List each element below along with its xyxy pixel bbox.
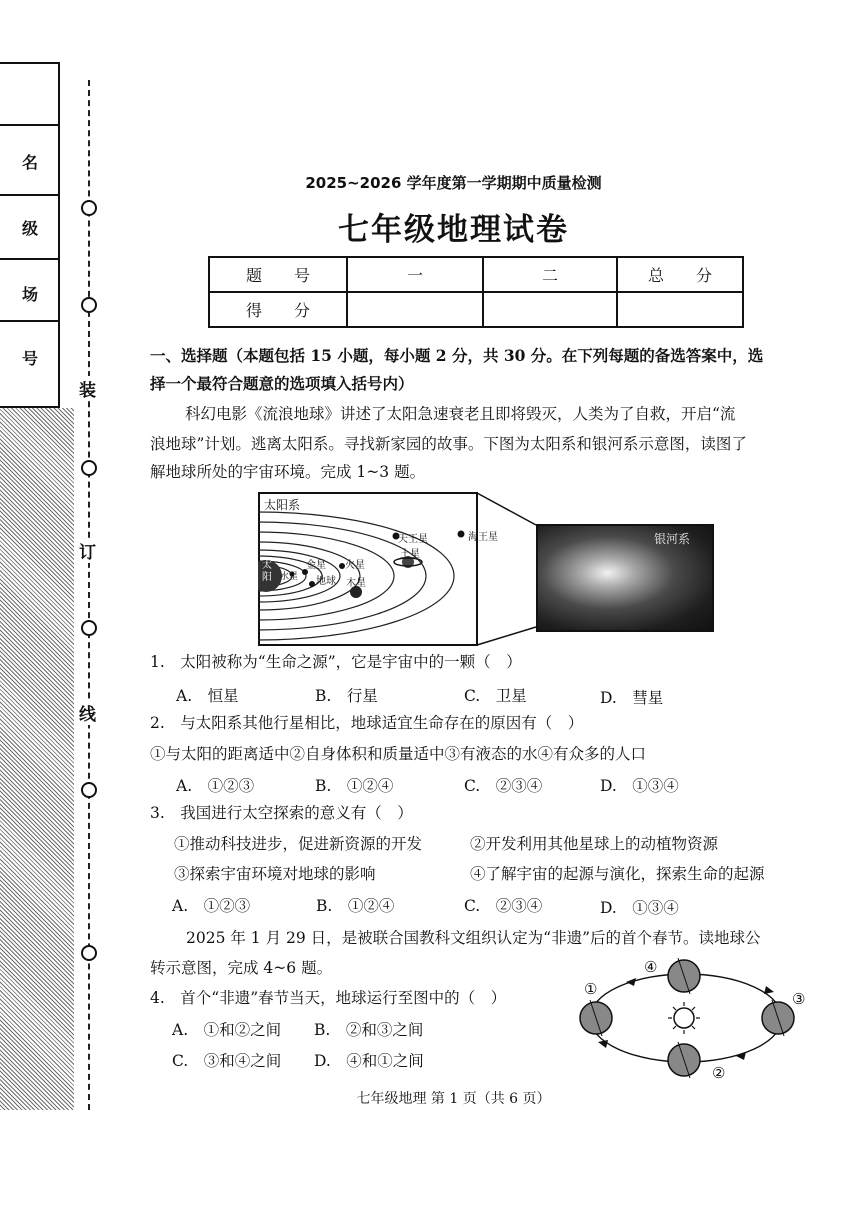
q3-item-3: ③探索宇宙环境对地球的影响 bbox=[174, 865, 376, 883]
intro2-paragraph: 2025 年 1 月 29 日，是被联合国教科文组织认定为“非遗”后的首个春节。读地球公 bbox=[186, 929, 761, 947]
earth-revolution-figure bbox=[566, 956, 812, 1084]
score-input-cell[interactable] bbox=[617, 292, 743, 327]
label-earth: 地球 bbox=[316, 576, 336, 587]
binding-char-xian: 线 bbox=[79, 700, 96, 725]
score-input-cell[interactable] bbox=[347, 292, 483, 327]
q3-option-b[interactable]: B. ①②④ bbox=[316, 897, 395, 915]
binding-hole bbox=[81, 620, 97, 636]
figure-label-solar-system: 太阳系 bbox=[264, 498, 301, 512]
intro-paragraph: 解地球所处的宇宙环境。完成 1~3 题。 bbox=[150, 463, 426, 481]
position-label-1: ① bbox=[584, 980, 598, 998]
question-1-stem: 1. 太阳被称为“生命之源”，它是宇宙中的一颗（ ） bbox=[150, 653, 522, 671]
label-venus: 金星 bbox=[306, 560, 326, 571]
binding-hole bbox=[81, 782, 97, 798]
section1-heading-cont: 择一个最符合题意的选项填入括号内） bbox=[150, 374, 414, 393]
label-saturn: 土星 bbox=[400, 549, 420, 560]
exam-subtitle: 2025~2026 学年度第一学期期中质量检测 bbox=[305, 174, 602, 192]
q1-option-a[interactable]: A. 恒星 bbox=[176, 687, 239, 705]
binding-hole bbox=[81, 460, 97, 476]
q4-option-d[interactable]: D. ④和①之间 bbox=[314, 1052, 424, 1070]
q3-item-2: ②开发利用其他星球上的动植物资源 bbox=[470, 835, 719, 853]
section1-heading: 一、选择题（本题包括 15 小题，每小题 2 分，共 30 分。在下列每题的备选答案中，选 bbox=[150, 346, 764, 365]
q3-item-1: ①推动科技进步，促进新资源的开发 bbox=[174, 835, 423, 853]
q2-option-d[interactable]: D. ①③④ bbox=[600, 777, 679, 795]
score-header-cell: 题 号 bbox=[209, 257, 347, 292]
score-input-cell[interactable] bbox=[483, 292, 617, 327]
q2-option-b[interactable]: B. ①②④ bbox=[315, 777, 394, 795]
label-sun: 太阳 bbox=[262, 560, 272, 583]
binding-hole bbox=[81, 945, 97, 961]
q1-option-d[interactable]: D. 彗星 bbox=[600, 689, 664, 707]
binding-label-name: 名 bbox=[22, 153, 39, 172]
position-label-2: ② bbox=[712, 1064, 726, 1082]
binding-char-ding: 订 bbox=[79, 538, 96, 563]
q2-option-c[interactable]: C. ②③④ bbox=[464, 777, 543, 795]
exam-title: 七年级地理试卷 bbox=[338, 212, 569, 248]
q4-option-b[interactable]: B. ②和③之间 bbox=[314, 1021, 424, 1039]
q4-option-a[interactable]: A. ①和②之间 bbox=[172, 1021, 282, 1039]
score-header-cell: 总 分 bbox=[617, 257, 743, 292]
q4-option-c[interactable]: C. ③和④之间 bbox=[172, 1052, 282, 1070]
binding-label-class: 级 bbox=[22, 219, 39, 238]
score-table bbox=[208, 256, 744, 328]
q3-option-c[interactable]: C. ②③④ bbox=[464, 897, 543, 915]
binding-hole bbox=[81, 297, 97, 313]
q1-option-b[interactable]: B. 行星 bbox=[315, 687, 378, 705]
q1-option-c[interactable]: C. 卫星 bbox=[464, 687, 527, 705]
question-3-stem: 3. 我国进行太空探索的意义有（ ） bbox=[150, 804, 413, 822]
label-mercury: 水星 bbox=[280, 572, 299, 582]
position-label-3: ③ bbox=[792, 990, 806, 1008]
binding-box-top bbox=[0, 62, 60, 126]
label-jupiter: 木星 bbox=[346, 578, 366, 589]
binding-label-number: 号 bbox=[22, 349, 39, 368]
score-header-cell: 二 bbox=[483, 257, 617, 292]
position-label-4: ④ bbox=[644, 958, 658, 976]
q3-option-a[interactable]: A. ①②③ bbox=[172, 897, 251, 915]
intro2-paragraph: 转示意图，完成 4~6 题。 bbox=[150, 959, 333, 977]
score-row-label: 得 分 bbox=[209, 292, 347, 327]
intro-paragraph: 科幻电影《流浪地球》讲述了太阳急速衰老且即将毁灭，人类为了自救，开启“流 bbox=[185, 405, 736, 423]
q2-option-a[interactable]: A. ①②③ bbox=[176, 777, 255, 795]
label-neptune: 海王星 bbox=[468, 532, 498, 543]
question-2-stem: 2. 与太阳系其他行星相比，地球适宜生命存在的原因有（ ） bbox=[150, 714, 584, 732]
binding-label-room: 场 bbox=[22, 285, 39, 304]
earth-icon bbox=[309, 581, 315, 587]
page-footer: 七年级地理 第 1 页（共 6 页） bbox=[356, 1091, 551, 1107]
neptune-icon bbox=[458, 531, 465, 538]
sun-icon bbox=[674, 1008, 694, 1028]
label-mars: 火星 bbox=[345, 560, 365, 571]
score-header-cell: 一 bbox=[347, 257, 483, 292]
question-2-items: ①与太阳的距离适中②自身体积和质量适中③有液态的水④有众多的人口 bbox=[150, 745, 647, 763]
label-milky-way: 银河系 bbox=[654, 532, 691, 546]
q3-option-d[interactable]: D. ①③④ bbox=[600, 899, 679, 917]
binding-char-zhuang: 装 bbox=[79, 376, 96, 401]
question-4-stem: 4. 首个“非遗”春节当天，地球运行至图中的（ ） bbox=[150, 989, 507, 1007]
intro-paragraph: 浪地球”计划。逃离太阳系。寻找新家园的故事。下图为太阳系和银河系示意图，读图了 bbox=[150, 435, 747, 453]
label-uranus: 天王星 bbox=[398, 534, 428, 545]
binding-hatch-pattern bbox=[0, 408, 74, 1110]
q3-item-4: ④了解宇宙的起源与演化，探索生命的起源 bbox=[470, 865, 765, 883]
